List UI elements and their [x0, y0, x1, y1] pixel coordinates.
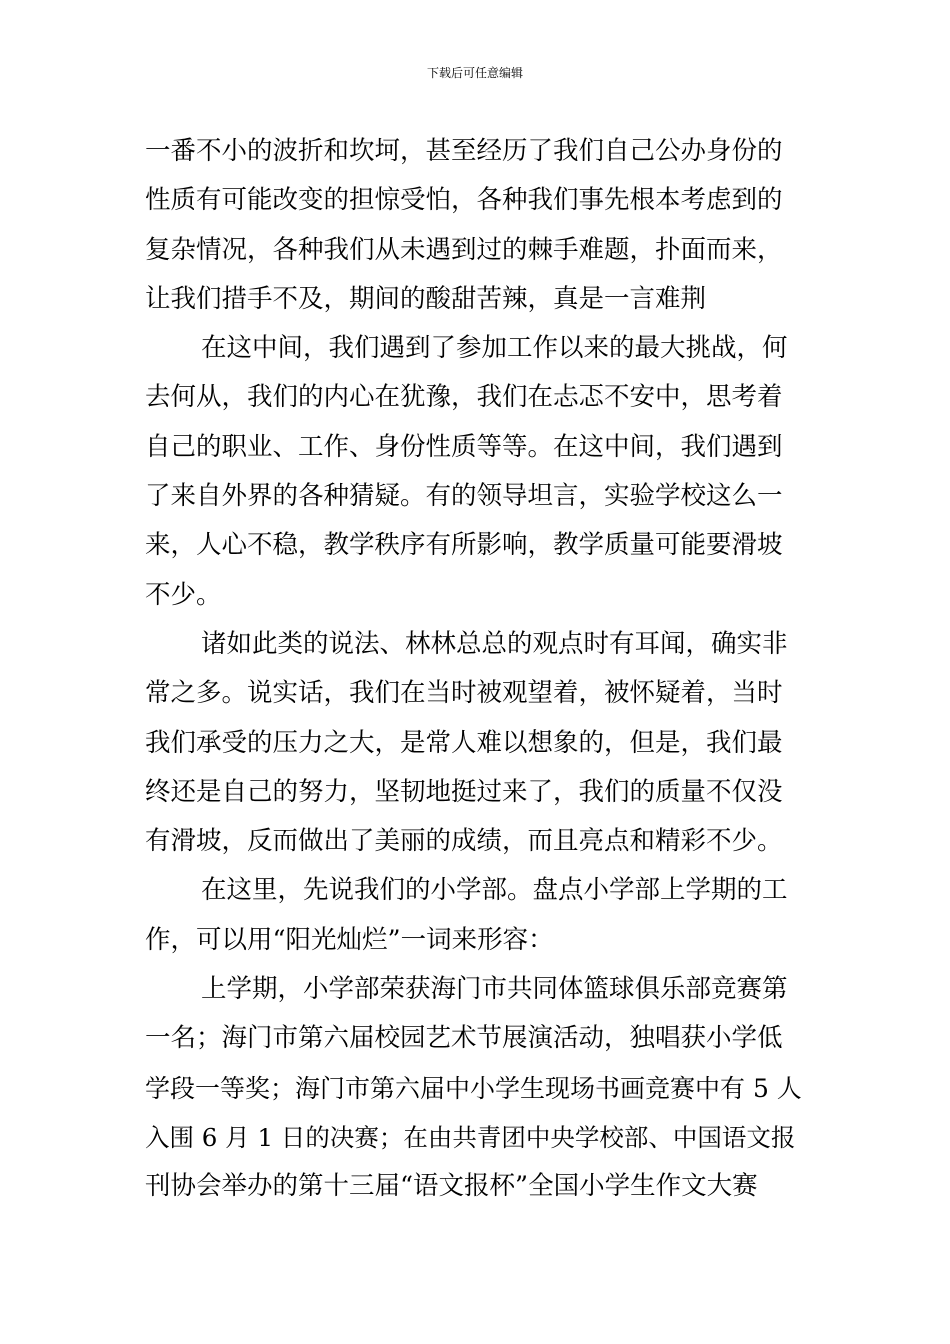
- text-line: 自己的职业、工作、身份性质等等。在这中间，我们遇到: [145, 431, 783, 462]
- text-line: 刊协会举办的第十三届“语文报杯”全国小学生作文大赛: [145, 1171, 758, 1202]
- text-line: 诸如此类的说法、林林总总的观点时有耳闻，确实非: [201, 628, 788, 659]
- text-line: 不少。: [145, 579, 222, 610]
- text-line: 一番不小的波折和坎坷，甚至经历了我们自己公办身份的: [145, 136, 783, 166]
- text-line: 在这里，先说我们的小学部。盘点小学部上学期的工: [201, 875, 788, 906]
- text-line: 来，人心不稳，教学秩序有所影响，教学质量可能要滑坡: [145, 530, 783, 561]
- text-line: 入围 6 月 1 日的决赛；在由共青团中央学校部、中国语文报: [145, 1122, 796, 1152]
- text-line: 性质有可能改变的担惊受怕，各种我们事先根本考虑到的: [145, 185, 783, 216]
- text-line: 我们承受的压力之大，是常人难以想象的，但是，我们最: [145, 727, 783, 758]
- text-line: 在这中间，我们遇到了参加工作以来的最大挑战，何: [201, 333, 788, 364]
- text-line: 常之多。说实话，我们在当时被观望着，被怀疑着，当时: [145, 678, 783, 709]
- text-line: 作，可以用“阳光灿烂”一词来形容：: [145, 924, 554, 955]
- text-line: 有滑坡，反而做出了美丽的成绩，而且亮点和精彩不少。: [145, 826, 783, 857]
- page-header: 下载后可任意编辑: [426, 66, 523, 80]
- document-body: [145, 127, 807, 1212]
- text-line: 复杂情况，各种我们从未遇到过的棘手难题，扑面而来，: [145, 234, 783, 265]
- text-line: 上学期，小学部荣获海门市共同体篮球俱乐部竞赛第: [201, 974, 788, 1005]
- text-line: 让我们措手不及，期间的酸甜苦辣，真是一言难荆: [145, 283, 707, 314]
- text-line: 终还是自己的努力，坚韧地挺过来了，我们的质量不仅没: [145, 776, 783, 807]
- text-line: 一名；海门市第六届校园艺术节展演活动，独唱获小学低: [145, 1023, 783, 1054]
- text-line: 去何从，我们的内心在犹豫，我们在忐忑不安中，思考着: [145, 382, 783, 413]
- text-line: 学段一等奖；海门市第六届中小学生现场书画竞赛中有 5 人: [145, 1073, 802, 1103]
- text-line: 了来自外界的各种猜疑。有的领导坦言，实验学校这么一: [145, 481, 783, 512]
